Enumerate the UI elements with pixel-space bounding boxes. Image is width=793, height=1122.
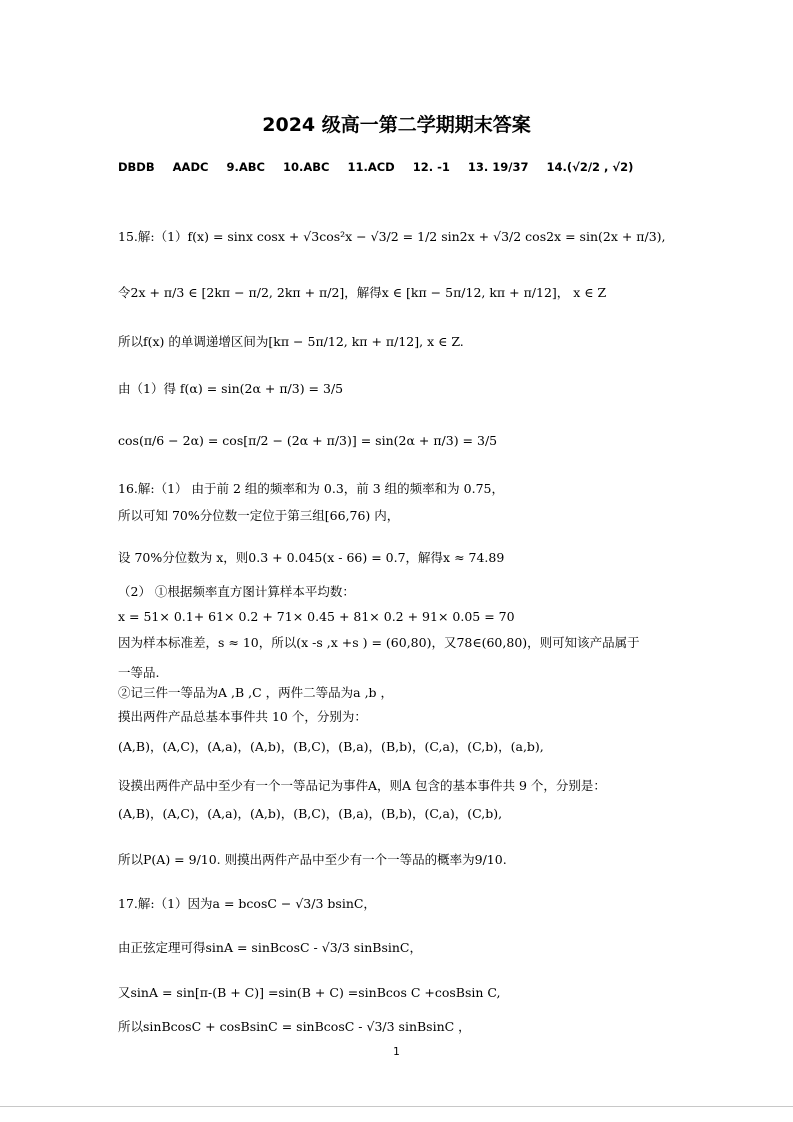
page-title: 2024 级高一第二学期期末答案 — [262, 114, 531, 136]
solution-line: 所以f(x) 的单调递增区间为[kπ − 5π/12, kπ + π/12], x ∈ Z. — [118, 334, 464, 349]
solution-line: 由正弦定理可得sinA = sinBcosC - √3/3 sinBsinC， — [118, 940, 422, 955]
solution-line: 所以可知 70%分位数一定位于第三组[66,76) 内， — [118, 508, 400, 523]
answer-key-item: DBDB — [118, 160, 155, 174]
solution-line: 一等品. — [118, 665, 160, 680]
solution-line: 16.解:（1） 由于前 2 组的频率和为 0.3，前 3 组的频率和为 0.75， — [118, 481, 504, 496]
solution-line: 由（1）得 f(α) = sin(2α + π/3) = 3/5 — [118, 381, 344, 396]
solution-line: 17.解:（1）因为a = bcosC − √3/3 bsinC， — [118, 896, 376, 911]
answer-key-item: 9.ABC — [226, 160, 265, 174]
answer-key-item: AADC — [172, 160, 209, 174]
solution-line: 15.解:（1）f(x) = sinx cosx + √3cos²x − √3/2 = 1/2 sin2x + √3/2 cos2x = sin(2x + π/3), — [118, 229, 666, 244]
solution-line: 令2x + π/3 ∈ [2kπ − π/2, 2kπ + π/2]，解得x ∈ [kπ − 5π/12, kπ + π/12]， x ∈ Z — [118, 285, 607, 300]
solution-line: （2） ①根据频率直方图计算样本平均数： — [118, 584, 355, 599]
solution-line: 设摸出两件产品中至少有一个一等品记为事件A，则A 包含的基本事件共 9 个，分别是： — [118, 778, 606, 793]
solution-line: x = 51× 0.1+ 61× 0.2 + 71× 0.45 + 81× 0.2 + 91× 0.05 = 70 — [118, 609, 515, 624]
answer-key — [118, 160, 647, 174]
answer-key-item: 13. 19/37 — [467, 160, 529, 174]
page-number: 1 — [393, 1046, 400, 1058]
answer-key-item: 12. -1 — [412, 160, 450, 174]
solution-line: 因为样本标准差，s ≈ 10，所以(x -s ,x +s ) = (60,80)，又78∈(60,80)，则可知该产品属于 — [118, 635, 640, 650]
answer-key-item: 11.ACD — [347, 160, 395, 174]
solution-line: ②记三件一等品为A ,B ,C ，两件二等品为a ,b ， — [118, 685, 394, 700]
page-bottom-divider — [0, 1106, 793, 1107]
solution-line: 摸出两件产品总基本事件共 10 个，分别为： — [118, 709, 367, 724]
solution-line: cos(π/6 − 2α) = cos[π/2 − (2α + π/3)] = sin(2α + π/3) = 3/5 — [118, 433, 498, 448]
solution-line: 所以sinBcosC + cosBsinC = sinBcosC - √3/3 sinBsinC ， — [118, 1019, 471, 1034]
answer-key-item: 10.ABC — [282, 160, 330, 174]
solution-line: (A,B)，(A,C)，(A,a)，(A,b)，(B,C)，(B,a)，(B,b)，(C,a)，(C,b)，(a,b), — [118, 739, 544, 754]
solution-line: 所以P(A) = 9/10. 则摸出两件产品中至少有一个一等品的概率为9/10. — [118, 852, 507, 867]
solution-line: (A,B)，(A,C)，(A,a)，(A,b)，(B,C)，(B,a)，(B,b)，(C,a)，(C,b), — [118, 806, 503, 821]
solution-line: 又sinA = sin[π-(B + C)] =sin(B + C) =sinBcos C +cosBsin C, — [118, 985, 501, 1000]
solution-line: 设 70%分位数为 x，则0.3 + 0.045(x - 66) = 0.7，解得x ≈ 74.89 — [118, 550, 505, 565]
answer-key-item: 14.(√2/2 , √2) — [546, 160, 634, 174]
